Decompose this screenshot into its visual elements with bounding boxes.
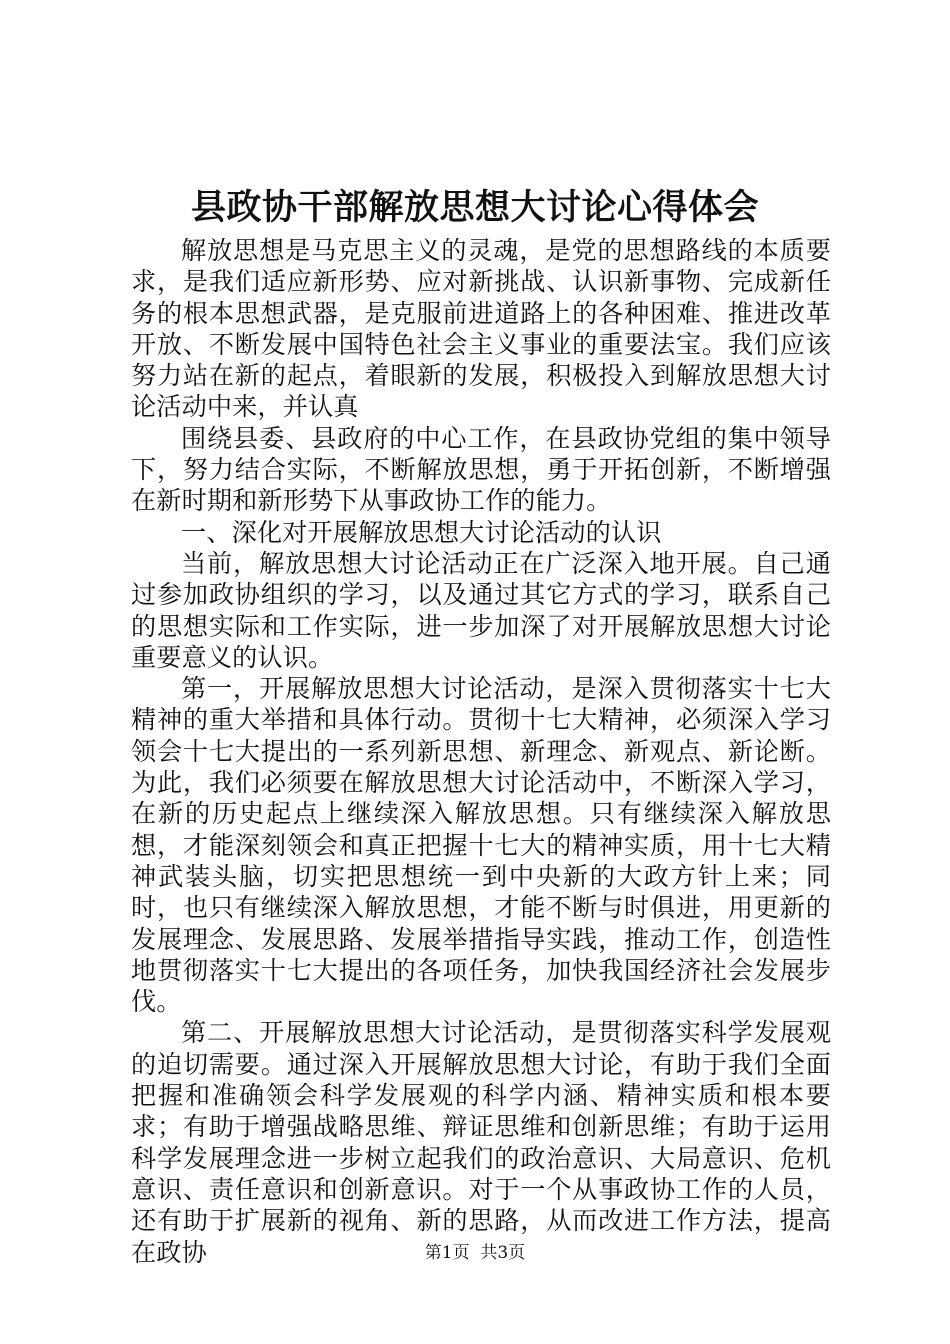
paragraph-second-point: 第二、开展解放思想大讨论活动，是贯彻落实科学发展观的迫切需要。通过深入开展解放思想大讨论，有助于我们全面把握和准确领会科学发展观的科学内涵、精神实质和根本要求；有助于增强战略思维、辩证思维和创新思维；有助于运用科学发展理念进一步树立起我们的政治意识、大局意识、危机意识、责任意识和创新意识。对于一个从事政协工作的人员，还有助于扩展新的视角、新的思路，从而改进工作方法，提高在政协 [131, 1018, 831, 1267]
document-body [131, 235, 831, 1268]
paragraph-work-focus: 围绕县委、县政府的中心工作，在县政协党组的集中领导下，努力结合实际，不断解放思想，勇于开拓创新，不断增强在新时期和新形势下从事政协工作的能力。 [131, 423, 831, 516]
page-number: 第1页 [424, 1243, 470, 1263]
paragraph-current: 当前，解放思想大讨论活动正在广泛深入地开展。自己通过参加政协组织的学习，以及通过其它方式的学习，联系自己的思想实际和工作实际，进一步加深了对开展解放思想大讨论重要意义的认识。 [131, 548, 831, 672]
section-heading-1: 一、深化对开展解放思想大讨论活动的认识 [181, 517, 662, 547]
paragraph-first-point: 第一，开展解放思想大讨论活动，是深入贯彻落实十七大精神的重大举措和具体行动。贯彻十七大精神，必须深入学习领会十七大提出的一系列新思想、新理念、新观点、新论断。为此，我们必须要在解放思想大讨论活动中，不断深入学习，在新的历史起点上继续深入解放思想。只有继续深入解放思想，才能深刻领会和真正把握十七大的精神实质，用十七大精神武装头脑，切实把思想统一到中央新的大政方针上来；同时，也只有继续深入解放思想，才能不断与时俱进，用更新的发展理念、发展思路、发展举措指导实践，推动工作，创造性地贯彻落实十七大提出的各项任务，加快我国经济社会发展步伐。 [131, 674, 831, 1017]
document-title: 县政协干部解放思想大讨论心得体会 [190, 187, 759, 228]
page-footer [0, 1243, 950, 1263]
paragraph-intro: 解放思想是马克思主义的灵魂，是党的思想路线的本质要求，是我们适应新形势、应对新挑战、认识新事物、完成新任务的根本思想武器，是克服前进道路上的各种困难、推进改革开放、不断发展中国特色社会主义事业的重要法宝。我们应该努力站在新的起点，着眼新的发展，积极投入到解放思想大讨论活动中来，并认真 [131, 236, 831, 422]
page-total: 共3页 [480, 1243, 526, 1263]
